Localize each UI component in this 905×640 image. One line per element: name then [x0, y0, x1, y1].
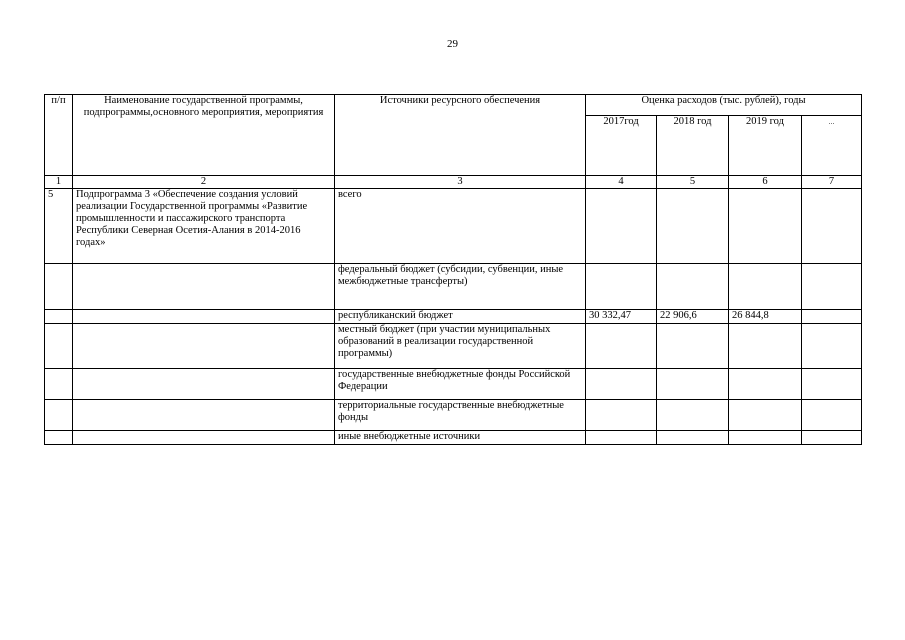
header-year-more: ...: [802, 116, 862, 176]
row-value-more: [802, 310, 862, 324]
row-value-2019: 26 844,8: [729, 310, 802, 324]
row-num: 5: [45, 189, 73, 264]
row-name: [73, 324, 335, 369]
row-name: [73, 369, 335, 400]
row-name: [73, 431, 335, 445]
row-value-more: [802, 324, 862, 369]
header-row-1: [45, 95, 862, 116]
row-value-2018: 22 906,6: [657, 310, 729, 324]
table-row: [45, 369, 862, 400]
column-number-row: [45, 176, 862, 189]
row-value-2019: [729, 369, 802, 400]
row-value-2017: [586, 264, 657, 310]
row-num: [45, 369, 73, 400]
resource-table: [44, 94, 862, 445]
page-number: 29: [447, 38, 458, 50]
row-value-2019: [729, 264, 802, 310]
column-number: 3: [335, 176, 586, 189]
row-num: [45, 264, 73, 310]
row-value-2018: [657, 324, 729, 369]
row-num: [45, 324, 73, 369]
row-source: государственные внебюджетные фонды Российской Федерации: [335, 369, 586, 400]
header-estimate: Оценка расходов (тыс. рублей), годы: [586, 95, 862, 116]
row-num: [45, 431, 73, 445]
row-value-2017: 30 332,47: [586, 310, 657, 324]
row-source: территориальные государственные внебюджетные фонды: [335, 400, 586, 431]
table-row: [45, 400, 862, 431]
row-value-2019: [729, 431, 802, 445]
row-value-2018: [657, 431, 729, 445]
header-year-2019: 2019 год: [729, 116, 802, 176]
row-value-2017: [586, 189, 657, 264]
row-name: [73, 310, 335, 324]
row-value-2017: [586, 431, 657, 445]
row-value-2017: [586, 369, 657, 400]
column-number: 1: [45, 176, 73, 189]
header-name: Наименование государственной программы, подпрограммы,основного мероприятия, мероприятия: [73, 95, 335, 176]
row-name: Подпрограмма 3 «Обеспечение создания условий реализации Государственной программы «Развитие промышленности и пассажирского транспорта Республики Северная Осетия-Алания в 2014-2016 годах»: [73, 189, 335, 264]
row-source: всего: [335, 189, 586, 264]
table-row: [45, 264, 862, 310]
row-value-more: [802, 264, 862, 310]
row-source: республиканский бюджет: [335, 310, 586, 324]
row-value-2017: [586, 400, 657, 431]
table-row: [45, 189, 862, 264]
column-number: 5: [657, 176, 729, 189]
row-value-2019: [729, 324, 802, 369]
column-number: 4: [586, 176, 657, 189]
row-value-more: [802, 400, 862, 431]
row-value-2018: [657, 264, 729, 310]
row-value-more: [802, 189, 862, 264]
row-source: федеральный бюджет (субсидии, субвенции, иные межбюджетные трансферты): [335, 264, 586, 310]
column-number: 6: [729, 176, 802, 189]
header-source: Источники ресурсного обеспечения: [335, 95, 586, 176]
table-row: [45, 324, 862, 369]
row-value-more: [802, 431, 862, 445]
table-row: [45, 310, 862, 324]
row-value-2019: [729, 400, 802, 431]
column-number: 2: [73, 176, 335, 189]
table-row: [45, 431, 862, 445]
row-name: [73, 264, 335, 310]
header-num: п/п: [45, 95, 73, 176]
row-value-more: [802, 369, 862, 400]
row-num: [45, 310, 73, 324]
row-num: [45, 400, 73, 431]
row-value-2017: [586, 324, 657, 369]
row-source: местный бюджет (при участии муниципальных образований в реализации государственной программы): [335, 324, 586, 369]
header-year-2017: 2017год: [586, 116, 657, 176]
row-source: иные внебюджетные источники: [335, 431, 586, 445]
row-value-2019: [729, 189, 802, 264]
row-value-2018: [657, 400, 729, 431]
row-value-2018: [657, 189, 729, 264]
row-name: [73, 400, 335, 431]
row-value-2018: [657, 369, 729, 400]
column-number: 7: [802, 176, 862, 189]
header-year-2018: 2018 год: [657, 116, 729, 176]
